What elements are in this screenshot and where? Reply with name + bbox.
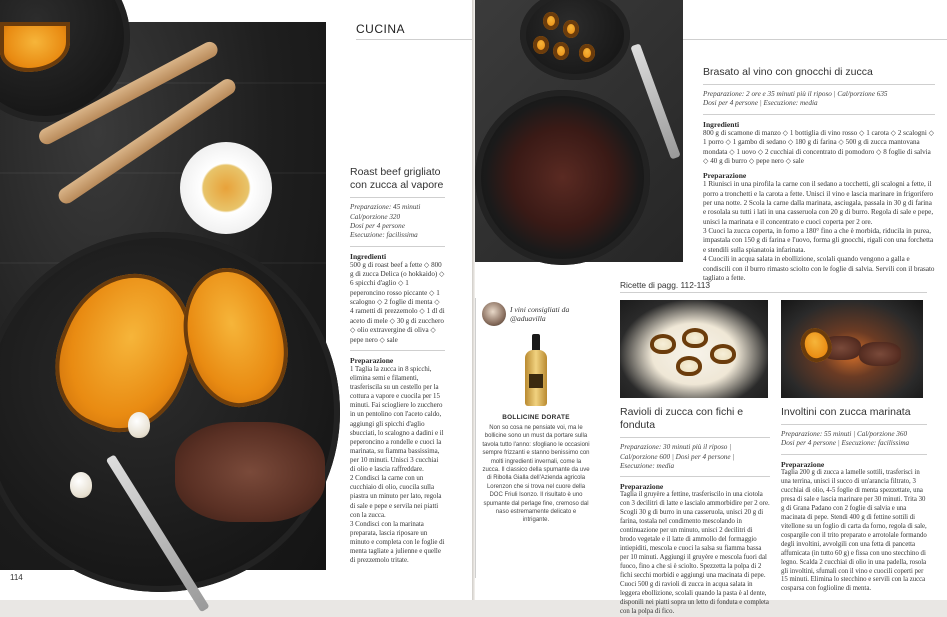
recipe-ravioli [620, 406, 770, 617]
preparation-heading: Preparazione [703, 171, 747, 181]
recipe-involtini [781, 406, 927, 594]
divider [350, 197, 445, 198]
recipe-meta: Preparazione: 2 ore e 35 minuti più il riposo | Cal/porzione 635 Dosi per 4 persone | Esecuzione: media [703, 90, 888, 108]
section-title: CUCINA [356, 22, 406, 36]
recipe-meta: Preparazione: 45 minuti Cal/porzione 320 Dosi per 4 persone Esecuzione: facilissima [350, 203, 421, 240]
right-page [475, 0, 947, 615]
recipe-meta: Preparazione: 30 minuti più il riposo | Cal/porzione 600 | Dosi per 4 persone | Esecuzione: media [620, 443, 735, 470]
ingredients-heading: Ingredienti [350, 251, 387, 261]
ingredients-text: 800 g di scamone di manzo ◇ 1 bottiglia di vino rosso ◇ 1 carota ◇ 2 scalogni ◇ 1 porro ◇ 1 gambo di sedano ◇ 180 g di farina ◇ 500 g di zucca mantovana mondata ◇ 1 uovo ◇ 2 cucchiai di concentrato di pomodoro ◇ 8 foglie di salvia ◇ 40 g di burro ◇ pepe nero ◇ sale [703, 128, 935, 165]
recipe-title: Ravioli di zucca con fichi e fonduta [620, 406, 744, 432]
ingredients-heading: Ingredienti [703, 119, 740, 129]
wine-intro [510, 305, 569, 324]
involtini-photo [781, 300, 923, 398]
roast-beef-photo [0, 22, 326, 570]
preparation-heading: Preparazione [781, 459, 825, 469]
wine-bottle-icon [525, 334, 547, 406]
recipe-meta: Preparazione: 55 minuti | Cal/porzione 360 Dosi per 4 persone | Esecuzione: facilissima [781, 430, 910, 448]
ravioli-photo [620, 300, 768, 398]
divider [620, 292, 927, 293]
wine-header [482, 302, 590, 326]
wine-recommendation [475, 298, 596, 578]
wine-description: Non so cosa ne pensiate voi, ma le bollicine sono un must da portare sulla tavola tutto l'anno: sfogliano le occasioni sempre frizzanti e stanno benissimo con molti ingredienti invernali, come la zucca. Il classico della spumante da uve di Ribolla Gialla dell'Azienda agricola Lorenzon che si trova nel cuore della DOC Friuli Isonzo. Il risultato è uno spumante dal perlage fine, cremoso dal naso estremamente delicato e intrigante. [482, 425, 590, 524]
divider [350, 350, 445, 351]
section-rule [356, 39, 472, 40]
page-number: 114 [10, 573, 23, 582]
recipe-title: Brasato al vino con gnocchi di zucca [703, 66, 873, 78]
recipes-reference: Ricette di pagg. 112-113 [620, 280, 711, 290]
avatar [482, 302, 506, 326]
brasato-photo [475, 0, 683, 262]
left-page [0, 0, 472, 600]
preparation-heading: Preparazione [620, 482, 664, 492]
preparation-heading: Preparazione [350, 355, 394, 365]
recipe-roast-beef [350, 166, 445, 565]
header-rule [683, 39, 947, 40]
divider [620, 476, 770, 477]
preparation-text: Taglia il gruyère a fettine, trasferiscilo in una ciotola con 3 decilitri di latte e lascialo ammorbidire per 2 ore. Scogli 30 g di burro in una casseruola, unisci 20 g di farina, tostala nel condimento mescolando in continuazione per un minuto, unisci 2 decilitri di brodo vegetale e il latte di ammollo del formaggio intiepiditi, mescola e cuoci la salsa su fiamma bassa per 10 minuti. Aggiungi il gruyère e mescola fuori dal fuoco, fino a che si è sciolto. Spezzetta la polpa di 2 fichi secchi morbidi e aggiungi una macinata di pepe. Cuoci 500 g di ravioli di zucca in acqua salata in leggera ebollizione, scolali quando la pasta è al dente, disponili nei piatti sopra un letto di fonduta e completa con la polpa di fico. [620, 491, 770, 615]
wine-name: BOLLICINE DORATE [502, 414, 570, 421]
wine-handle: @aduavilla [510, 314, 546, 323]
recipe-title: Roast beef grigliato con zucca al vapore [350, 166, 444, 192]
divider [620, 437, 770, 438]
divider [350, 246, 445, 247]
recipe-title: Involtini con zucca marinata [781, 406, 911, 418]
ingredients-text: 500 g di roast beef a fette ◇ 800 g di zucca Delica (o hokkaido) ◇ 6 spicchi d'aglio ◇ 1 peperoncino rosso piccante ◇ 1 scalogno ◇ 2 foglie di menta ◇ 4 rametti di prezzemolo ◇ 1 dl di aceto di mele ◇ 30 g di zucchero ◇ olio extravergine di oliva ◇ pepe nero ◇ sale [350, 260, 445, 344]
preparation-text: 1 Riunisci in una pirofila la carne con il sedano a tocchetti, gli scalogni a fette, il porro a tronchetti e la carota a fette. Unisci il vino e lascia marinare in frigorifero per una notte. 2 Scola la carne dalla marinata, asciugala, passala in 30 g di farina e rosolala su tutti i lati in una casseruola con 20 g di burro. Regola di sale e pepe, unisci la marinata e il concentrato e cuoci coperta per 2 ore. 3 Cuoci la zucca coperta, in forno a 180° fino a che è morbida, riducila in purea, impastala con 150 g di farina e l'uovo, forma gli gnocchi, rigali con una forchetta e stendili sulla spianatoia infarinata. 4 Cuocili in acqua salata in ebollizione, scolali quando vengono a galla e condiscili con il burro rimasto sciolto con le foglie di salvia. Servili con il brasato tagliato a fette. [703, 180, 935, 282]
divider [703, 114, 935, 115]
divider [781, 454, 927, 455]
divider [781, 424, 927, 425]
preparation-text: 1 Taglia la zucca in 8 spicchi, elimina semi e filamenti, trasferiscila su un cestello per la cottura a vapore e cuocila per 15 minuti. Fai sciogliere lo zucchero in un pentolino con l'aceto caldo, aggiungi gli spicchi d'aglio sbucciati, lo scalogno a dadini e il peperoncino a rondelle e cuoci la marinata, su fiamma bassissima, per 10 minuti. Unisci 3 cucchiai di olio e lascia raffreddare. 2 Condisci la carne con un cucchiaio di olio, cuocila sulla piastra un minuto per lato, regola di sale e pepe e servila nei piatti con la zucca. 3 Condisci con la marinata preparata, lascia riposare un minuto e completa con le foglie di menta tagliate a julienne e quelle di prezzemolo tritate. [350, 365, 445, 565]
divider [703, 84, 935, 85]
wine-intro-text: I vini consigliati da [510, 304, 570, 314]
preparation-text: Taglia 200 g di zucca a lamelle sottili, trasferisci in una terrina, unisci il succo di un'arancia filtrato, 3 cucchiai di olio, 4-5 foglie di menta spezzettate, una presa di sale e lascia marinare per 30 minuti. Trita 30 g di Grana Padano con 2 foglie di salvia e una macinata di pepe. Stendi 400 g di fettine sottili di vitellone su un foglio di carta da forno, regola di sale, cospargile con il trito preparato e arrotolale formando degli involtini, avvolgili con una fetta di pancetta affumicata (in tutto 60 g) e fissa con uno stecchino di legno. Scalda 2 cucchiai di olio in una padella, rosola gli involtini, sfumali con il vino e cuocili coperti per 15 minuti. Elimina lo stecchino e servili con la zucca cosparsa con foglioline di menta. [781, 468, 927, 593]
recipe-brasato [703, 66, 935, 283]
